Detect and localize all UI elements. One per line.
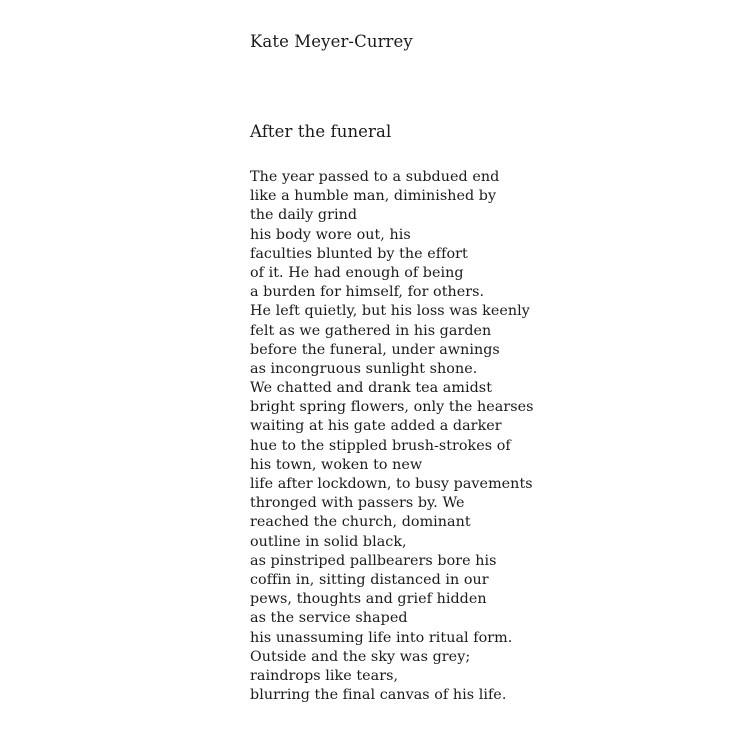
poem-line: waiting at his gate added a darker	[250, 418, 502, 435]
poem-line: his body wore out, his	[250, 226, 411, 243]
poem-line: before the funeral, under awnings	[250, 341, 500, 358]
poem-line: the daily grind	[250, 207, 358, 224]
poem-line: faculties blunted by the effort	[250, 245, 468, 262]
poem-line: pews, thoughts and grief hidden	[250, 591, 487, 608]
poem-line: The year passed to a subdued end	[250, 169, 500, 185]
poem-line: hue to the stippled brush-strokes of	[250, 437, 511, 454]
poem-line: raindrops like tears,	[250, 667, 399, 684]
poem-line: of it. He had enough of being	[250, 264, 464, 281]
poem-line: coffin in, sitting distanced in our	[250, 571, 489, 588]
poem-line: outline in solid black,	[250, 533, 407, 550]
poem-line: as incongruous sunlight shone.	[250, 360, 478, 377]
poem-line: his town, woken to new	[250, 456, 423, 473]
poem-body	[250, 168, 534, 705]
poem-title: After the funeral	[250, 122, 392, 141]
poem-line: We chatted and drank tea amidst	[250, 380, 492, 397]
poem-line: felt as we gathered in his garden	[250, 322, 492, 339]
poem-line: as pinstriped pallbearers bore his	[250, 552, 497, 569]
poem-line: his unassuming life into ritual form.	[250, 629, 513, 646]
poem-line: bright spring flowers, only the hearses	[250, 399, 534, 416]
poem-line: reached the church, dominant	[250, 514, 471, 531]
poem-line: as the service shaped	[250, 610, 408, 627]
poem-line: life after lockdown, to busy pavements	[250, 476, 533, 492]
poem-line: like a humble man, diminished by	[250, 188, 497, 205]
poem-line: He left quietly, but his loss was keenly	[250, 303, 530, 320]
poem-line: thronged with passers by. We	[250, 495, 465, 512]
author-name: Kate Meyer-Currey	[250, 32, 413, 51]
poem-line: blurring the final canvas of his life.	[250, 687, 507, 704]
poem-line: a burden for himself, for others.	[250, 284, 485, 301]
poem-line: Outside and the sky was grey;	[250, 648, 471, 665]
